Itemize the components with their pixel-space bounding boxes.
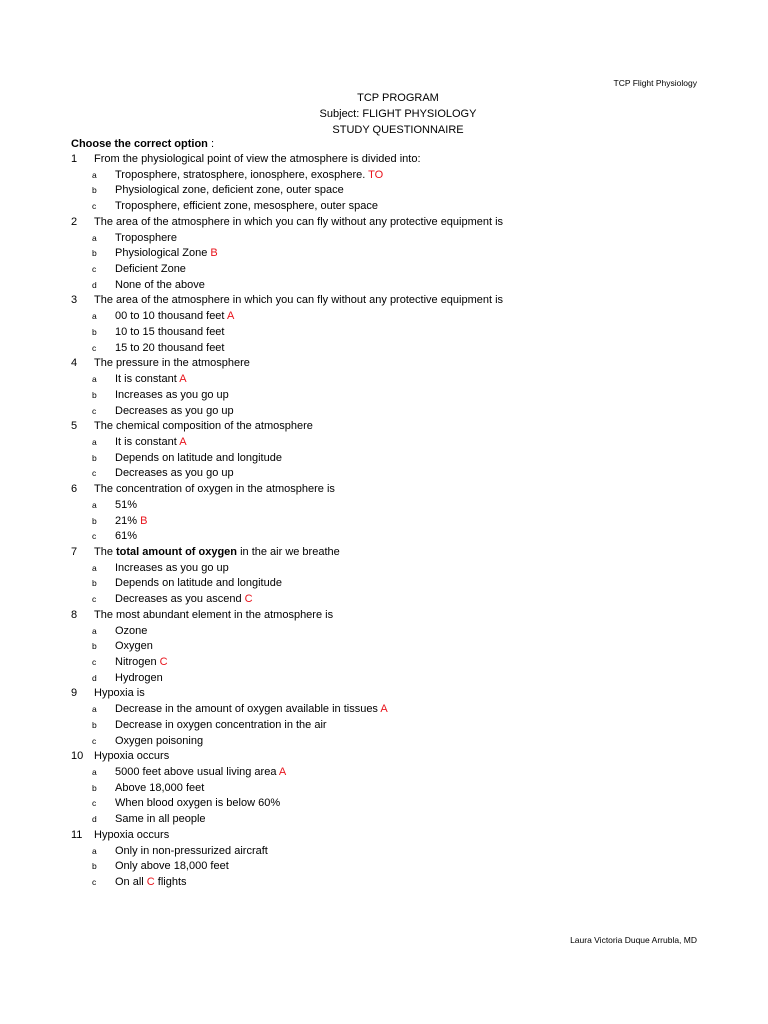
question-text <box>94 356 250 372</box>
option-text <box>115 404 234 420</box>
option-text <box>115 529 137 545</box>
option-letter: b <box>92 248 97 259</box>
option-row <box>71 435 711 451</box>
option-text <box>115 246 218 262</box>
option-label: When blood oxygen is below 60% <box>115 797 281 810</box>
question-row <box>71 215 711 231</box>
option-label: Increases as you go up <box>115 561 229 574</box>
question-text-part: Hypoxia occurs <box>94 750 170 763</box>
option-row <box>71 183 711 199</box>
option-row <box>71 655 711 671</box>
option-letter: a <box>92 625 97 636</box>
option-letter: a <box>92 845 97 856</box>
option-letter: c <box>92 201 97 212</box>
option-letter: d <box>92 814 97 825</box>
question-text <box>94 482 335 498</box>
option-letter: c <box>92 798 97 809</box>
option-text <box>115 309 234 325</box>
option-row <box>71 309 711 325</box>
question-text <box>94 749 169 765</box>
option-row <box>71 262 711 278</box>
question-number: 4 <box>71 357 78 370</box>
option-letter: a <box>92 374 97 385</box>
option-text <box>115 231 177 247</box>
question-text <box>94 419 313 435</box>
option-letter: b <box>92 185 97 196</box>
option-label: Physiological zone, deficient zone, outer space <box>115 184 344 197</box>
question-text-part: Hypoxia is <box>94 687 145 700</box>
question-number: 8 <box>71 608 78 621</box>
option-row <box>71 561 711 577</box>
option-text <box>115 671 163 687</box>
option-letter: c <box>92 468 97 479</box>
question-number: 10 <box>71 750 84 763</box>
option-letter: b <box>92 515 97 526</box>
option-label: 15 to 20 thousand feet <box>115 341 225 354</box>
question-number: 6 <box>71 483 78 496</box>
question-number: 3 <box>71 294 78 307</box>
option-letter: c <box>92 735 97 746</box>
option-text <box>115 183 344 199</box>
option-row <box>71 765 711 781</box>
option-text <box>115 875 187 891</box>
option-text <box>115 576 282 592</box>
option-letter: b <box>92 719 97 730</box>
instruction-bold: Choose the correct option <box>71 138 208 150</box>
question-row <box>71 152 711 168</box>
question-row <box>71 419 711 435</box>
option-label: Increases as you go up <box>115 388 229 401</box>
question-list <box>71 152 711 891</box>
program-title: TCP PROGRAM <box>357 92 439 104</box>
option-row <box>71 576 711 592</box>
option-row <box>71 372 711 388</box>
questionnaire-title: STUDY QUESTIONNAIRE <box>332 124 464 136</box>
option-text <box>115 325 224 341</box>
option-text <box>115 466 234 482</box>
option-text <box>115 341 224 357</box>
title-block <box>0 90 768 138</box>
subject-title: Subject: FLIGHT PHYSIOLOGY <box>319 108 477 120</box>
option-text <box>115 734 203 750</box>
question-number: 2 <box>71 215 78 228</box>
answer-marker: C <box>146 876 155 889</box>
option-letter: b <box>92 641 97 652</box>
question-number: 1 <box>71 153 78 165</box>
question-number: 5 <box>71 420 78 433</box>
question-text-part: in the air we breathe <box>237 545 340 558</box>
option-letter: c <box>92 405 97 416</box>
option-row <box>71 529 711 545</box>
answer-marker: A <box>380 703 388 716</box>
option-text <box>115 561 229 577</box>
answer-marker: A <box>179 435 187 448</box>
question-number: 7 <box>71 545 78 558</box>
option-text <box>115 168 383 184</box>
option-row <box>71 466 711 482</box>
option-letter: a <box>92 169 97 180</box>
answer-marker: A <box>226 310 235 323</box>
option-label: Oxygen poisoning <box>115 734 204 747</box>
option-letter: b <box>92 389 97 400</box>
option-letter: a <box>92 311 97 322</box>
option-label: 21% <box>115 514 141 527</box>
option-text <box>115 592 253 608</box>
option-letter: d <box>92 672 97 683</box>
option-label: Physiological Zone <box>115 247 211 260</box>
option-row <box>71 844 711 860</box>
question-text-part: The area of the atmosphere in which you can fly without any protective equipment is <box>94 294 504 307</box>
question-text-part: The area of the atmosphere in which you can fly without any protective equipment is <box>94 215 504 228</box>
option-letter: a <box>92 562 97 573</box>
option-row <box>71 168 711 184</box>
option-row <box>71 671 711 687</box>
question-text-bold: total amount of oxygen <box>116 545 238 558</box>
option-row <box>71 514 711 530</box>
option-label: Same in all people <box>115 813 206 826</box>
running-header: TCP Flight Physiology <box>613 78 697 88</box>
question-text <box>94 215 503 231</box>
option-label: Depends on latitude and longitude <box>115 451 282 464</box>
question-row <box>71 356 711 372</box>
option-text <box>115 514 147 530</box>
option-label: 00 to 10 thousand feet <box>115 310 227 323</box>
option-text <box>115 372 187 388</box>
question-row <box>71 828 711 844</box>
option-label: 10 to 15 thousand feet <box>115 325 225 338</box>
question-text <box>94 686 145 702</box>
option-row <box>71 388 711 404</box>
option-letter: a <box>92 499 97 510</box>
option-text <box>115 624 147 640</box>
answer-marker: B <box>140 514 148 527</box>
question-number: 9 <box>71 687 78 700</box>
question-text-part: The chemical composition of the atmosphere <box>94 420 313 433</box>
option-text <box>115 655 168 671</box>
option-label: 61% <box>115 530 138 543</box>
question-text-part: Hypoxia occurs <box>94 828 170 841</box>
question-text <box>94 608 333 624</box>
question-text-part: The pressure in the atmosphere <box>94 357 250 370</box>
option-letter: b <box>92 452 97 463</box>
answer-marker: A <box>278 766 287 779</box>
question-text <box>94 152 421 168</box>
option-text <box>115 498 137 514</box>
option-letter: b <box>92 782 97 793</box>
option-row <box>71 875 711 891</box>
option-label: Hydrogen <box>115 671 163 684</box>
option-row <box>71 592 711 608</box>
option-label-tail: flights <box>154 876 187 889</box>
option-row <box>71 341 711 357</box>
option-letter: c <box>92 877 97 888</box>
question-text-part: The most abundant element in the atmosphere is <box>94 608 334 621</box>
option-text <box>115 859 229 875</box>
instruction-rest: : <box>207 138 215 150</box>
option-label: Only above 18,000 feet <box>115 860 229 873</box>
option-label: It is constant <box>115 435 180 448</box>
option-text <box>115 262 186 278</box>
option-row <box>71 859 711 875</box>
question-row <box>71 545 711 561</box>
answer-marker: TO <box>368 168 384 181</box>
answer-marker: B <box>210 247 218 260</box>
option-row <box>71 702 711 718</box>
option-letter: d <box>92 279 97 290</box>
option-text <box>115 796 280 812</box>
option-label: Depends on latitude and longitude <box>115 577 282 590</box>
option-row <box>71 781 711 797</box>
question-text <box>94 293 503 309</box>
option-row <box>71 325 711 341</box>
option-label: Above 18,000 feet <box>115 781 205 794</box>
option-row <box>71 451 711 467</box>
question-text-part: From the physiological point of view the atmosphere is divided into: <box>94 153 421 165</box>
option-label: Decreases as you go up <box>115 467 234 480</box>
option-label: 5000 feet above usual living area <box>115 766 279 779</box>
option-row <box>71 734 711 750</box>
question-text <box>94 828 169 844</box>
option-label: 51% <box>115 498 138 511</box>
question-number: 11 <box>71 828 83 841</box>
option-label: On all <box>115 876 147 889</box>
option-label: None of the above <box>115 278 205 291</box>
option-label: Only in non-pressurized aircraft <box>115 844 268 857</box>
option-text <box>115 451 282 467</box>
option-letter: c <box>92 531 97 542</box>
question-text-part: The concentration of oxygen in the atmosphere is <box>94 483 335 496</box>
option-row <box>71 796 711 812</box>
option-text <box>115 812 206 828</box>
option-row <box>71 812 711 828</box>
option-label: Nitrogen <box>115 656 160 668</box>
answer-marker: C <box>244 593 253 606</box>
option-row <box>71 639 711 655</box>
option-letter: b <box>92 326 97 337</box>
option-label: Decreases as you ascend <box>115 593 245 606</box>
question-row <box>71 482 711 498</box>
option-row <box>71 199 711 215</box>
answer-marker: A <box>179 373 187 386</box>
question-row <box>71 686 711 702</box>
option-letter: a <box>92 704 97 715</box>
option-label: Troposphere, stratosphere, ionosphere, exosphere. <box>115 168 369 181</box>
option-text <box>115 278 205 294</box>
option-label: Decrease in the amount of oxygen available in tissues <box>115 703 381 716</box>
option-row <box>71 278 711 294</box>
option-label: Troposphere <box>115 231 177 244</box>
option-label: It is constant <box>115 373 180 386</box>
option-letter: c <box>92 594 97 605</box>
option-label: Deficient Zone <box>115 263 186 276</box>
option-label: Ozone <box>115 624 148 637</box>
question-row <box>71 749 711 765</box>
option-label: Decrease in oxygen concentration in the air <box>115 718 327 731</box>
option-row <box>71 231 711 247</box>
option-text <box>115 702 388 718</box>
option-letter: c <box>92 342 97 353</box>
author-footer: Laura Victoria Duque Arrubla, MD <box>570 935 697 945</box>
option-letter: a <box>92 232 97 243</box>
option-label: Troposphere, efficient zone, mesosphere, outer space <box>115 200 378 213</box>
option-row <box>71 718 711 734</box>
option-text <box>115 718 327 734</box>
option-row <box>71 404 711 420</box>
option-text <box>115 435 187 451</box>
option-label: Oxygen <box>115 640 153 653</box>
question-text <box>94 545 340 561</box>
option-row <box>71 498 711 514</box>
option-letter: b <box>92 861 97 872</box>
option-letter: b <box>92 578 97 589</box>
option-letter: a <box>92 436 97 447</box>
question-text-part: The <box>94 545 117 558</box>
option-text <box>115 765 286 781</box>
instruction <box>71 137 214 153</box>
question-row <box>71 293 711 309</box>
option-letter: c <box>92 264 97 275</box>
option-text <box>115 844 268 860</box>
question-row <box>71 608 711 624</box>
option-text <box>115 388 229 404</box>
option-letter: c <box>92 657 97 667</box>
option-label: Decreases as you go up <box>115 404 234 417</box>
option-text <box>115 781 204 797</box>
option-row <box>71 246 711 262</box>
option-letter: a <box>92 767 97 778</box>
option-text <box>115 199 378 215</box>
option-row <box>71 624 711 640</box>
option-text <box>115 639 153 655</box>
answer-marker: C <box>159 656 168 668</box>
